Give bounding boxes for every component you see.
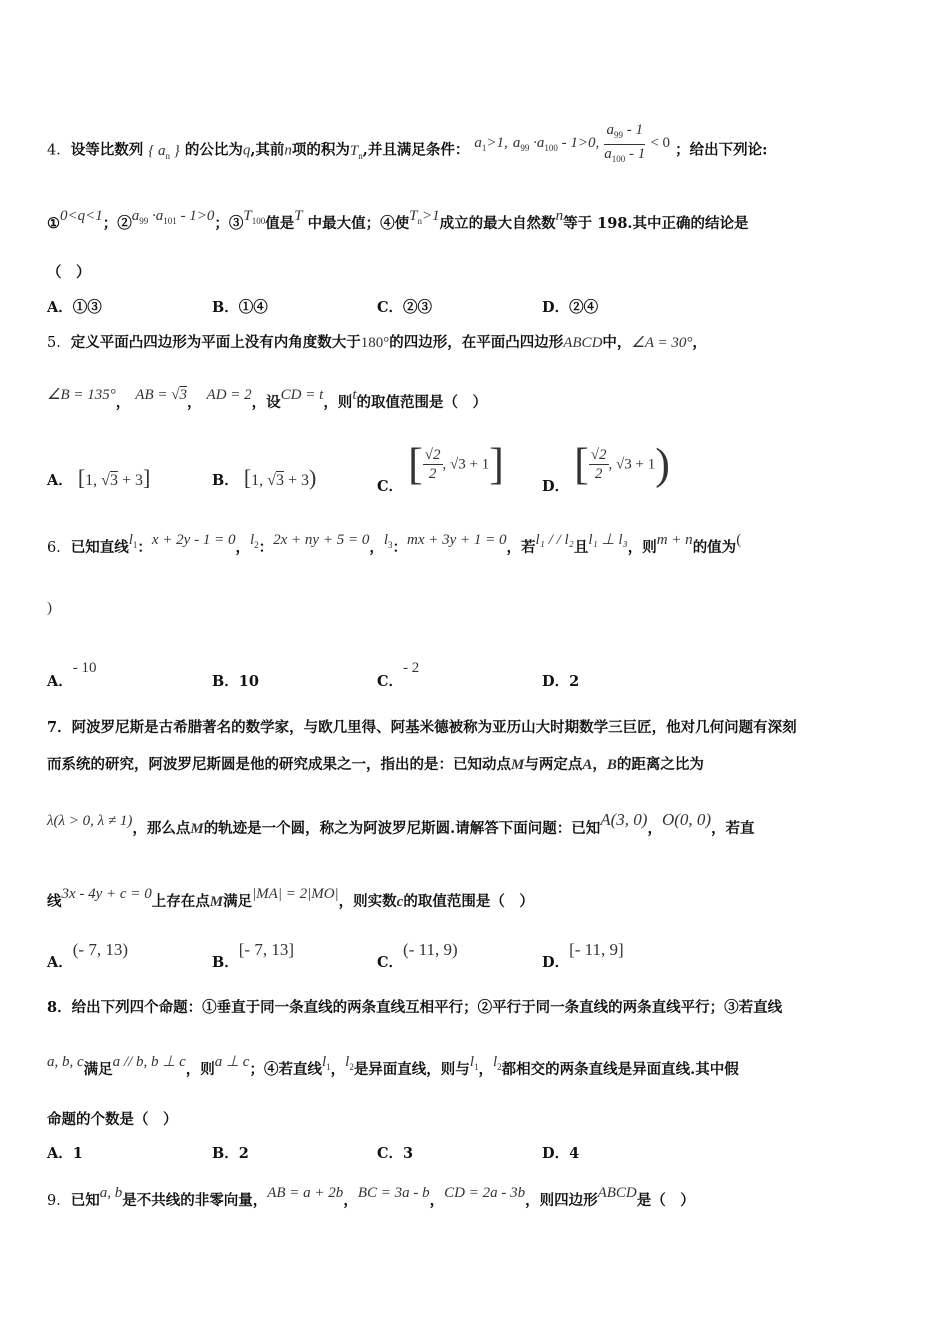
q5-line2: ∠B = 135°， AB = √3， AD = 2，设CD = t，则t的取值范围是（ ）: [47, 387, 487, 411]
q4-option-a[interactable]: A．①③: [47, 299, 102, 316]
q8-option-b[interactable]: B．2: [212, 1145, 249, 1162]
q7-option-b[interactable]: B．[- 7, 13]: [212, 940, 294, 971]
cond-a99a100: $a_{99} \cdot a_{100} - 1>0$,: [512, 134, 600, 153]
q6-option-b[interactable]: B．10: [212, 673, 259, 690]
q8-option-c[interactable]: C．3: [377, 1145, 414, 1162]
q6-option-a[interactable]: A．- 10: [47, 660, 97, 690]
q7-option-d[interactable]: D．[- 11, 9]: [542, 940, 624, 971]
q8-line1: 8．给出下列四个命题：①垂直于同一条直线的两条直线互相平行；②平行于同一条直线的两条直线平行；③若直线: [47, 999, 783, 1016]
q5-option-c[interactable]: C． [ $\frac{√2}{2}$ , √3 + 1]: [377, 439, 504, 495]
q4-line2: ①0<q<1；$②a_{99} \cdot a_{101} - 1>0$；$③T_{100}$值是T 中最大值；④使$T_n>1$成立的最大自然数n等于 198.其中正确的结论是: [47, 208, 749, 232]
q9-line1: 9．已知a, b是不共线的非零向量，AB = a + 2b，BC = 3a - b，CD = 2a - 3b，则四边形ABCD是（ ）: [47, 1185, 695, 1209]
q4-paren: （ ）: [47, 264, 91, 281]
cond-a1: $a_1>1$,: [474, 134, 508, 153]
q6-line2: ): [47, 600, 52, 616]
q6-option-c[interactable]: C．- 2: [377, 660, 420, 690]
q5-option-a[interactable]: A． [1, √3 + 3]: [47, 465, 151, 490]
q5-line1: 5．定义平面凸四边形为平面上没有内角度数大于180°的四边形，在平面凸四边形ABCD中，∠A = 30°，: [47, 334, 707, 351]
q4-option-b[interactable]: B．①④: [212, 299, 268, 316]
q4-option-c[interactable]: C．②③: [377, 299, 433, 316]
q7-line2: 而系统的研究，阿波罗尼斯圆是他的研究成果之一，指出的是：已知动点M与两定点A，B的距离之比为: [47, 756, 704, 773]
seq-an: { $a_n$ }: [148, 142, 180, 161]
q5-option-d[interactable]: D． [ $\frac{√2}{2}$ , √3 + 1): [542, 439, 670, 495]
q5-option-b[interactable]: B． [1, √3 + 3): [212, 465, 317, 490]
q8-line3: 命题的个数是（ ）: [47, 1111, 178, 1128]
q4-line1: 4．设等比数列 { $a_n$ } 的公比为q,其前n项的积为$T_n$,并且满足条件： $a_1>1$, $a_{99} \cdot a_{100} - 1>0$, $\frac{a_{99} - 1}{a_{100} - 1}$ < 0 ；给出下列论:: [47, 127, 767, 174]
q7-option-c[interactable]: C．(- 11, 9): [377, 940, 458, 971]
q6-line1: 6．已知直线$l_1$：x + 2y - 1 = 0，$l_2$：2x + ny + 5 = 0，$l_3$：mx + 3y + 1 = 0，若l₁ / / l₂且l₁ ⊥ l₃，则m + n的值为(: [47, 532, 742, 556]
q4-option-d[interactable]: D．②④: [542, 299, 599, 316]
q8-line2: a, b, c满足a // b, b ⊥ c，则a ⊥ c；④若直线$l_1$，$l_2$是异面直线，则与$l_1$，$l_2$都相交的两条直线是异面直线.其中假: [47, 1054, 739, 1078]
q6-option-d[interactable]: D．2: [542, 673, 580, 690]
q7-line1: 7．阿波罗尼斯是古希腊著名的数学家，与欧几里得、阿基米德被称为亚历山大时期数学三巨匠，他对几何问题有深刻: [47, 719, 797, 736]
q7-line3: λ(λ > 0, λ ≠ 1)，那么点M的轨迹是一个圆，称之为阿波罗尼斯圆.请解答下面问题：已知A(3, 0)，O(0, 0)，若直: [47, 810, 755, 837]
q8-option-d[interactable]: D．4: [542, 1145, 580, 1162]
q8-option-a[interactable]: A．1: [47, 1145, 83, 1162]
q7-line4: 线3x - 4y + c = 0上存在点M满足|MA| = 2|MO|，则实数c的取值范围是（ ）: [47, 886, 534, 910]
q7-option-a[interactable]: A．(- 7, 13): [47, 940, 128, 971]
cond-fraction: $\frac{a_{99} - 1}{a_{100} - 1}$: [604, 122, 646, 164]
